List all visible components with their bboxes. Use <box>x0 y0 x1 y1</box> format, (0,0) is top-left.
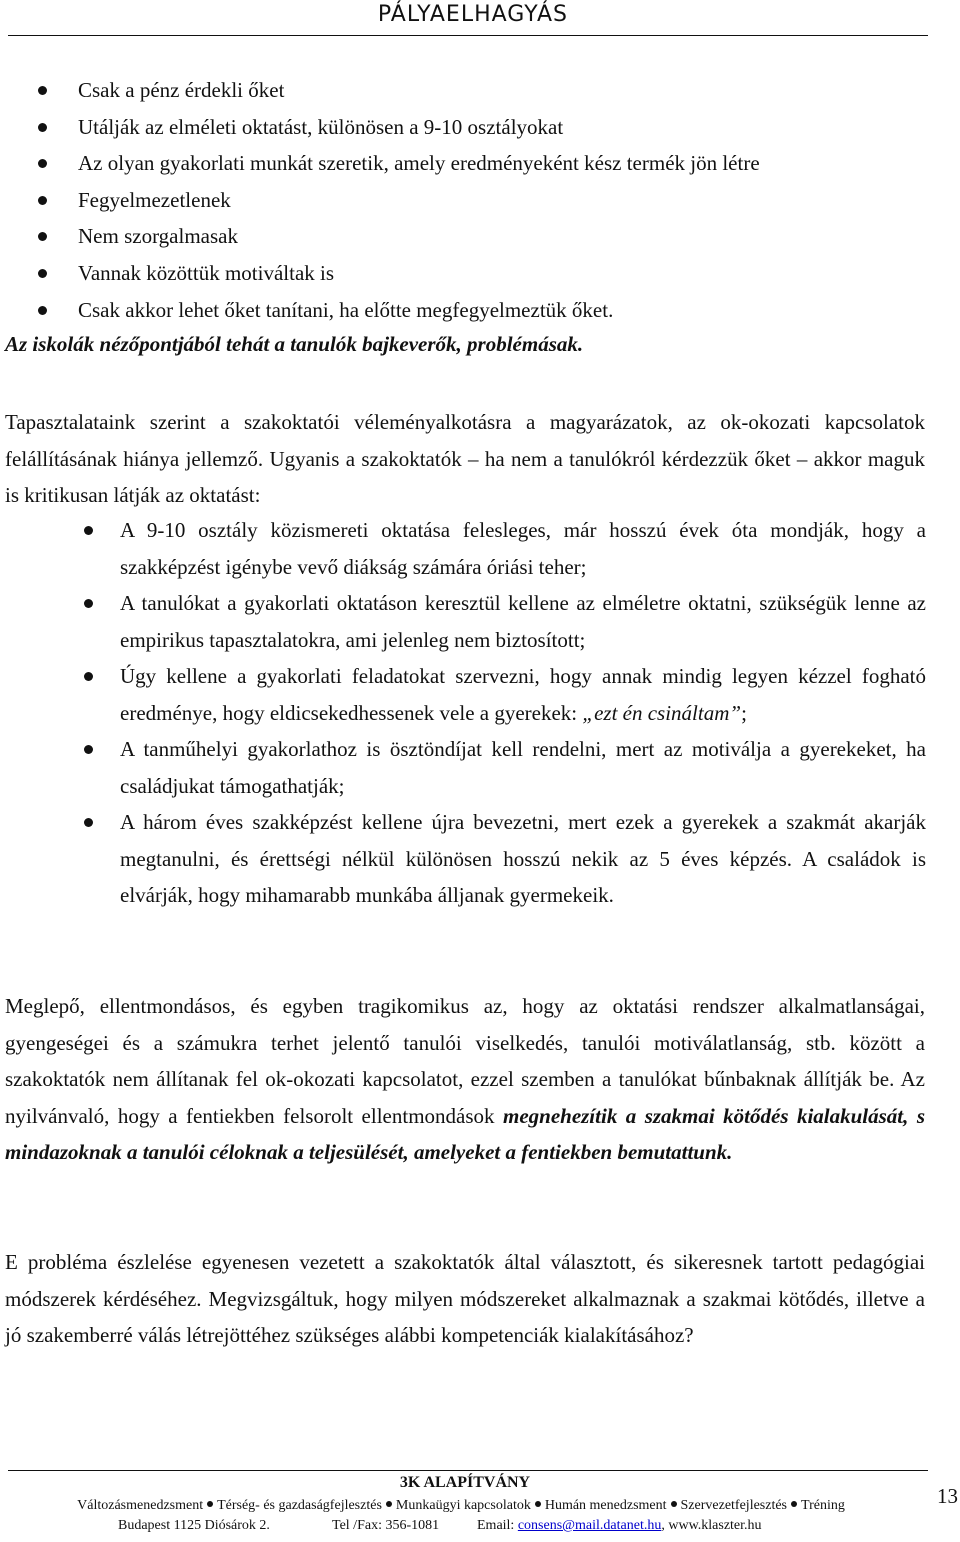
footer-email-label: Email: <box>477 1518 515 1533</box>
bullet-icon <box>38 269 47 278</box>
page-number: 13 <box>937 1484 958 1508</box>
footer-divider <box>8 1470 928 1471</box>
bullet-icon <box>38 159 47 168</box>
separator-dot-icon <box>671 1501 677 1507</box>
bullet-icon <box>84 818 93 827</box>
paragraph-methods: E probléma észlelése egyenesen vezetett a szakoktatók által választott, és sikeresnek tartott pedagógiai módszerek kérdéséhez. Megvizsgáltuk, hogy milyen módszereket alkalmaznak a szakmai kötődés, illetve a jó szakemberré válás létrejöttéhez szükséges alábbi kompetenciák kialakításához? <box>5 1250 925 1347</box>
footer-phone: Tel /Fax: 356-1081 <box>332 1518 440 1533</box>
list-item: Nem szorgalmasak <box>38 218 918 255</box>
bullet-icon <box>84 672 93 681</box>
footer-services: Változásmenedzsment Térség- és gazdaságfejlesztés Munkaügyi kapcsolatok Humán menedzsment Szervezetfejlesztés Tréning <box>77 1498 845 1513</box>
header-divider <box>8 35 928 36</box>
separator-dot-icon <box>207 1501 213 1507</box>
separator-dot-icon <box>791 1501 797 1507</box>
list-item: Csak akkor lehet őket tanítani, ha előtte megfegyelmeztük őket. <box>38 292 918 329</box>
bullet-icon <box>38 306 47 315</box>
paragraph-contradiction: Meglepő, ellentmondásos, és egyben tragikomikus az, hogy az oktatási rendszer alkalmatlanságai, gyengeségei és a számukra terhet jelentő tanulói viselkedés, tanulói motiválatlanság, stb. között a szakoktatók nem állítanak fel ok-okozati kapcsolatot, ezzel szemben a tanulókat bűnbaknak állítják be. Az nyilvánvaló, hogy a fentiekben felsorolt ellentmondások megnehezítik a szakmai kötődés kialakulását, s mindazoknak a tanulói céloknak a teljesülését, amelyeket a fentiekben bemutattunk. <box>5 994 925 1164</box>
summary-statement: Az iskolák nézőpontjából tehát a tanulók bajkeverők, problémásak. <box>5 332 584 356</box>
list-item: A tanulókat a gyakorlati oktatáson keresztül kellene az elméletre oktatni, szükségük lenne az empirikus tapasztalatokra, ami jelenleg nem biztosított; <box>84 585 926 658</box>
footer-organization: 3K ALAPÍTVÁNY <box>399 1474 531 1491</box>
footer-email-link[interactable]: consens@mail.datanet.hu <box>517 1518 662 1533</box>
bullet-icon <box>84 526 93 535</box>
list-item: A tanműhelyi gyakorlathoz is ösztöndíjat kell rendelni, mert az motiválja a gyerekeket, ha családjukat támogathatják; <box>84 731 926 804</box>
quote-text: „ezt én csináltam” <box>582 700 742 725</box>
list-item: Úgy kellene a gyakorlati feladatokat szervezni, hogy annak mindig legyen kézzel fogható eredménye, hogy eldicsekedhessenek vele a gyerekek: „ezt én csináltam”; <box>84 658 926 731</box>
list-item: Csak a pénz érdekli őket <box>38 72 918 109</box>
footer-website[interactable]: , www.klaszter.hu <box>661 1518 762 1533</box>
list-item: Az olyan gyakorlati munkát szeretik, amely eredményeként kész termék jön létre <box>38 145 918 182</box>
bullet-icon <box>84 745 93 754</box>
bullet-icon <box>38 196 47 205</box>
separator-dot-icon <box>535 1501 541 1507</box>
page-header-title: PÁLYAELHAGYÁS <box>377 2 568 27</box>
separator-dot-icon <box>386 1501 392 1507</box>
list-item: Vannak közöttük motiváltak is <box>38 255 918 292</box>
list-item: Fegyelmezetlenek <box>38 182 918 219</box>
list-item: Utálják az elméleti oktatást, különösen a 9-10 osztályokat <box>38 109 918 146</box>
instructor-criticism-list <box>84 512 926 914</box>
bullet-icon <box>38 232 47 241</box>
list-item: A három éves szakképzést kellene újra bevezetni, mert ezek a gyerekek a szakmát akarják megtanulni, és érettségi nélkül különösen hosszú nekik az 5 éves képzés. A családok is elvárják, hogy mihamarabb munkába álljanak gyermekeik. <box>84 804 926 914</box>
bullet-icon <box>84 599 93 608</box>
bullet-icon <box>38 123 47 132</box>
teacher-opinion-list <box>38 72 918 328</box>
paragraph-experience: Tapasztalataink szerint a szakoktatói véleményalkotásra a magyarázatok, az ok-okozati kapcsolatok felállításának hiánya jellemző. Ugyanis a szakoktatók – ha nem a tanulókról kérdezzük őket – akkor maguk is kritikusan látják az oktatást: <box>5 410 925 507</box>
footer-address: Budapest 1125 Diósárok 2. <box>118 1518 270 1533</box>
bullet-icon <box>38 86 47 95</box>
emphasis-text: megnehezítik a szakmai kötődés kialakulását, s mindazoknak a tanulói céloknak a teljesülését, amelyeket a fentiekben bemutattunk. <box>5 1103 925 1164</box>
footer-contact <box>118 1518 762 1534</box>
list-item: A 9-10 osztály közismereti oktatása felesleges, már hosszú évek óta mondják, hogy a szakképzést igénybe vevő diákság számára óriási teher; <box>84 512 926 585</box>
